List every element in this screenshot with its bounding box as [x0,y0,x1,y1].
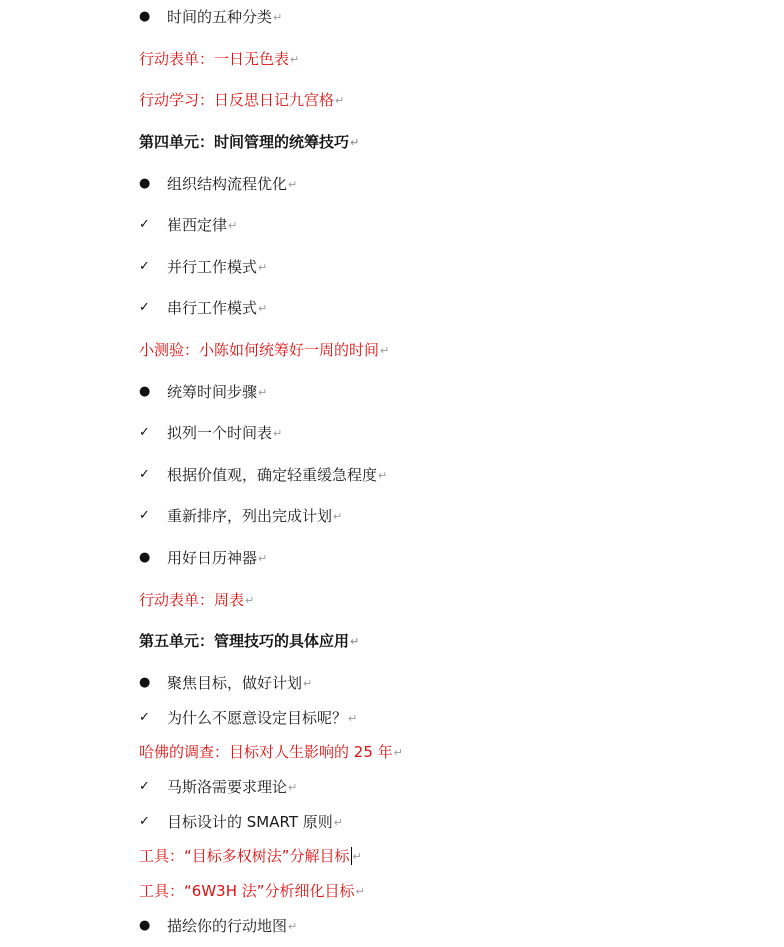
paragraph-mark-icon: ↵ [273,11,283,24]
paragraph-mark-icon: ↵ [258,302,268,315]
list-item-text: 并行工作模式 [167,258,258,276]
quiz-heading [139,339,389,361]
list-item-text: 统筹时间步骤 [167,383,258,401]
bullet-icon: ● [139,675,151,690]
paragraph-mark-icon: ↵ [290,53,300,66]
heading-text: 第四单元：时间管理的统筹技巧 [139,133,350,151]
heading-text[interactable]: 工具：“目标多权树法”分解目标 [139,847,350,865]
paragraph-mark-icon: ↵ [245,594,255,607]
list-item-text: 崔西定律 [167,216,228,234]
bullet-icon: ● [139,9,151,24]
unit-five-heading [139,630,359,652]
paragraph-mark-icon: ↵ [333,510,343,523]
paragraph-mark-icon: ↵ [335,94,345,107]
checkmark-icon: ✓ [139,217,150,232]
unit-four-heading [139,131,359,153]
harvard-survey-heading [139,741,403,763]
list-item [139,422,282,444]
bullet-icon: ● [139,550,151,565]
paragraph-mark-icon: ↵ [258,261,268,274]
action-form-heading [139,589,254,611]
bullet-icon: ● [139,918,151,933]
paragraph-mark-icon: ↵ [288,781,298,794]
heading-text: 行动学习：日反思日记九宫格 [139,91,335,109]
paragraph-mark-icon: ↵ [352,850,362,863]
list-item [139,547,267,569]
list-item-text: 根据价值观，确定轻重缓急程度 [167,466,378,484]
list-item-text: 时间的五种分类 [167,8,273,26]
list-item-text: 马斯洛需要求理论 [167,778,288,796]
list-item [139,6,282,28]
checkmark-icon: ✓ [139,710,150,725]
list-item [139,776,297,798]
list-item [139,707,357,729]
list-item [139,381,267,403]
checkmark-icon: ✓ [139,779,150,794]
paragraph-mark-icon: ↵ [380,344,390,357]
list-item [139,505,342,527]
heading-text: 工具：“6W3H 法”分析细化目标 [139,882,355,900]
list-item-text: 目标设计的 SMART 原则 [167,813,333,831]
action-form-heading [139,48,299,70]
tool-heading [139,880,365,902]
paragraph-mark-icon: ↵ [348,712,358,725]
paragraph-mark-icon: ↵ [393,746,403,759]
checkmark-icon: ✓ [139,467,150,482]
heading-text: 行动表单：一日无色表 [139,50,290,68]
checkmark-icon: ✓ [139,508,150,523]
paragraph-mark-icon: ↵ [333,816,343,829]
list-item-text: 组织结构流程优化 [167,175,288,193]
list-item-text: 重新排序，列出完成计划 [167,507,333,525]
heading-text: 行动表单：周表 [139,591,245,609]
list-item [139,915,297,937]
heading-text: 哈佛的调查：目标对人生影响的 25 年 [139,743,393,761]
paragraph-mark-icon: ↵ [350,136,360,149]
paragraph-mark-icon: ↵ [355,885,365,898]
checkmark-icon: ✓ [139,300,150,315]
checkmark-icon: ✓ [139,425,150,440]
list-item-text: 拟列一个时间表 [167,424,273,442]
checkmark-icon: ✓ [139,259,150,274]
paragraph-mark-icon: ↵ [273,427,283,440]
paragraph-mark-icon: ↵ [258,386,268,399]
list-item [139,464,387,486]
bullet-icon: ● [139,384,151,399]
list-item-text: 为什么不愿意设定目标呢？ [167,709,348,727]
paragraph-mark-icon: ↵ [288,920,298,933]
list-item-text: 用好日历神器 [167,549,258,567]
bullet-icon: ● [139,176,151,191]
paragraph-mark-icon: ↵ [258,552,268,565]
paragraph-mark-icon: ↵ [378,469,388,482]
list-item-text: 串行工作模式 [167,299,258,317]
paragraph-mark-icon: ↵ [303,677,313,690]
checkmark-icon: ✓ [139,814,150,829]
list-item [139,256,267,278]
heading-text: 第五单元：管理技巧的具体应用 [139,632,350,650]
paragraph-mark-icon: ↵ [350,635,360,648]
list-item [139,811,343,833]
list-item [139,173,297,195]
action-learning-heading [139,89,344,111]
list-item [139,672,312,694]
text-cursor [351,847,352,865]
tool-heading[interactable] [139,845,362,867]
paragraph-mark-icon: ↵ [288,178,298,191]
list-item-text: 描绘你的行动地图 [167,917,288,935]
list-item-text: 聚焦目标，做好计划 [167,674,303,692]
list-item [139,297,267,319]
list-item [139,214,237,236]
paragraph-mark-icon: ↵ [228,219,238,232]
heading-text: 小测验：小陈如何统筹好一周的时间 [139,341,380,359]
